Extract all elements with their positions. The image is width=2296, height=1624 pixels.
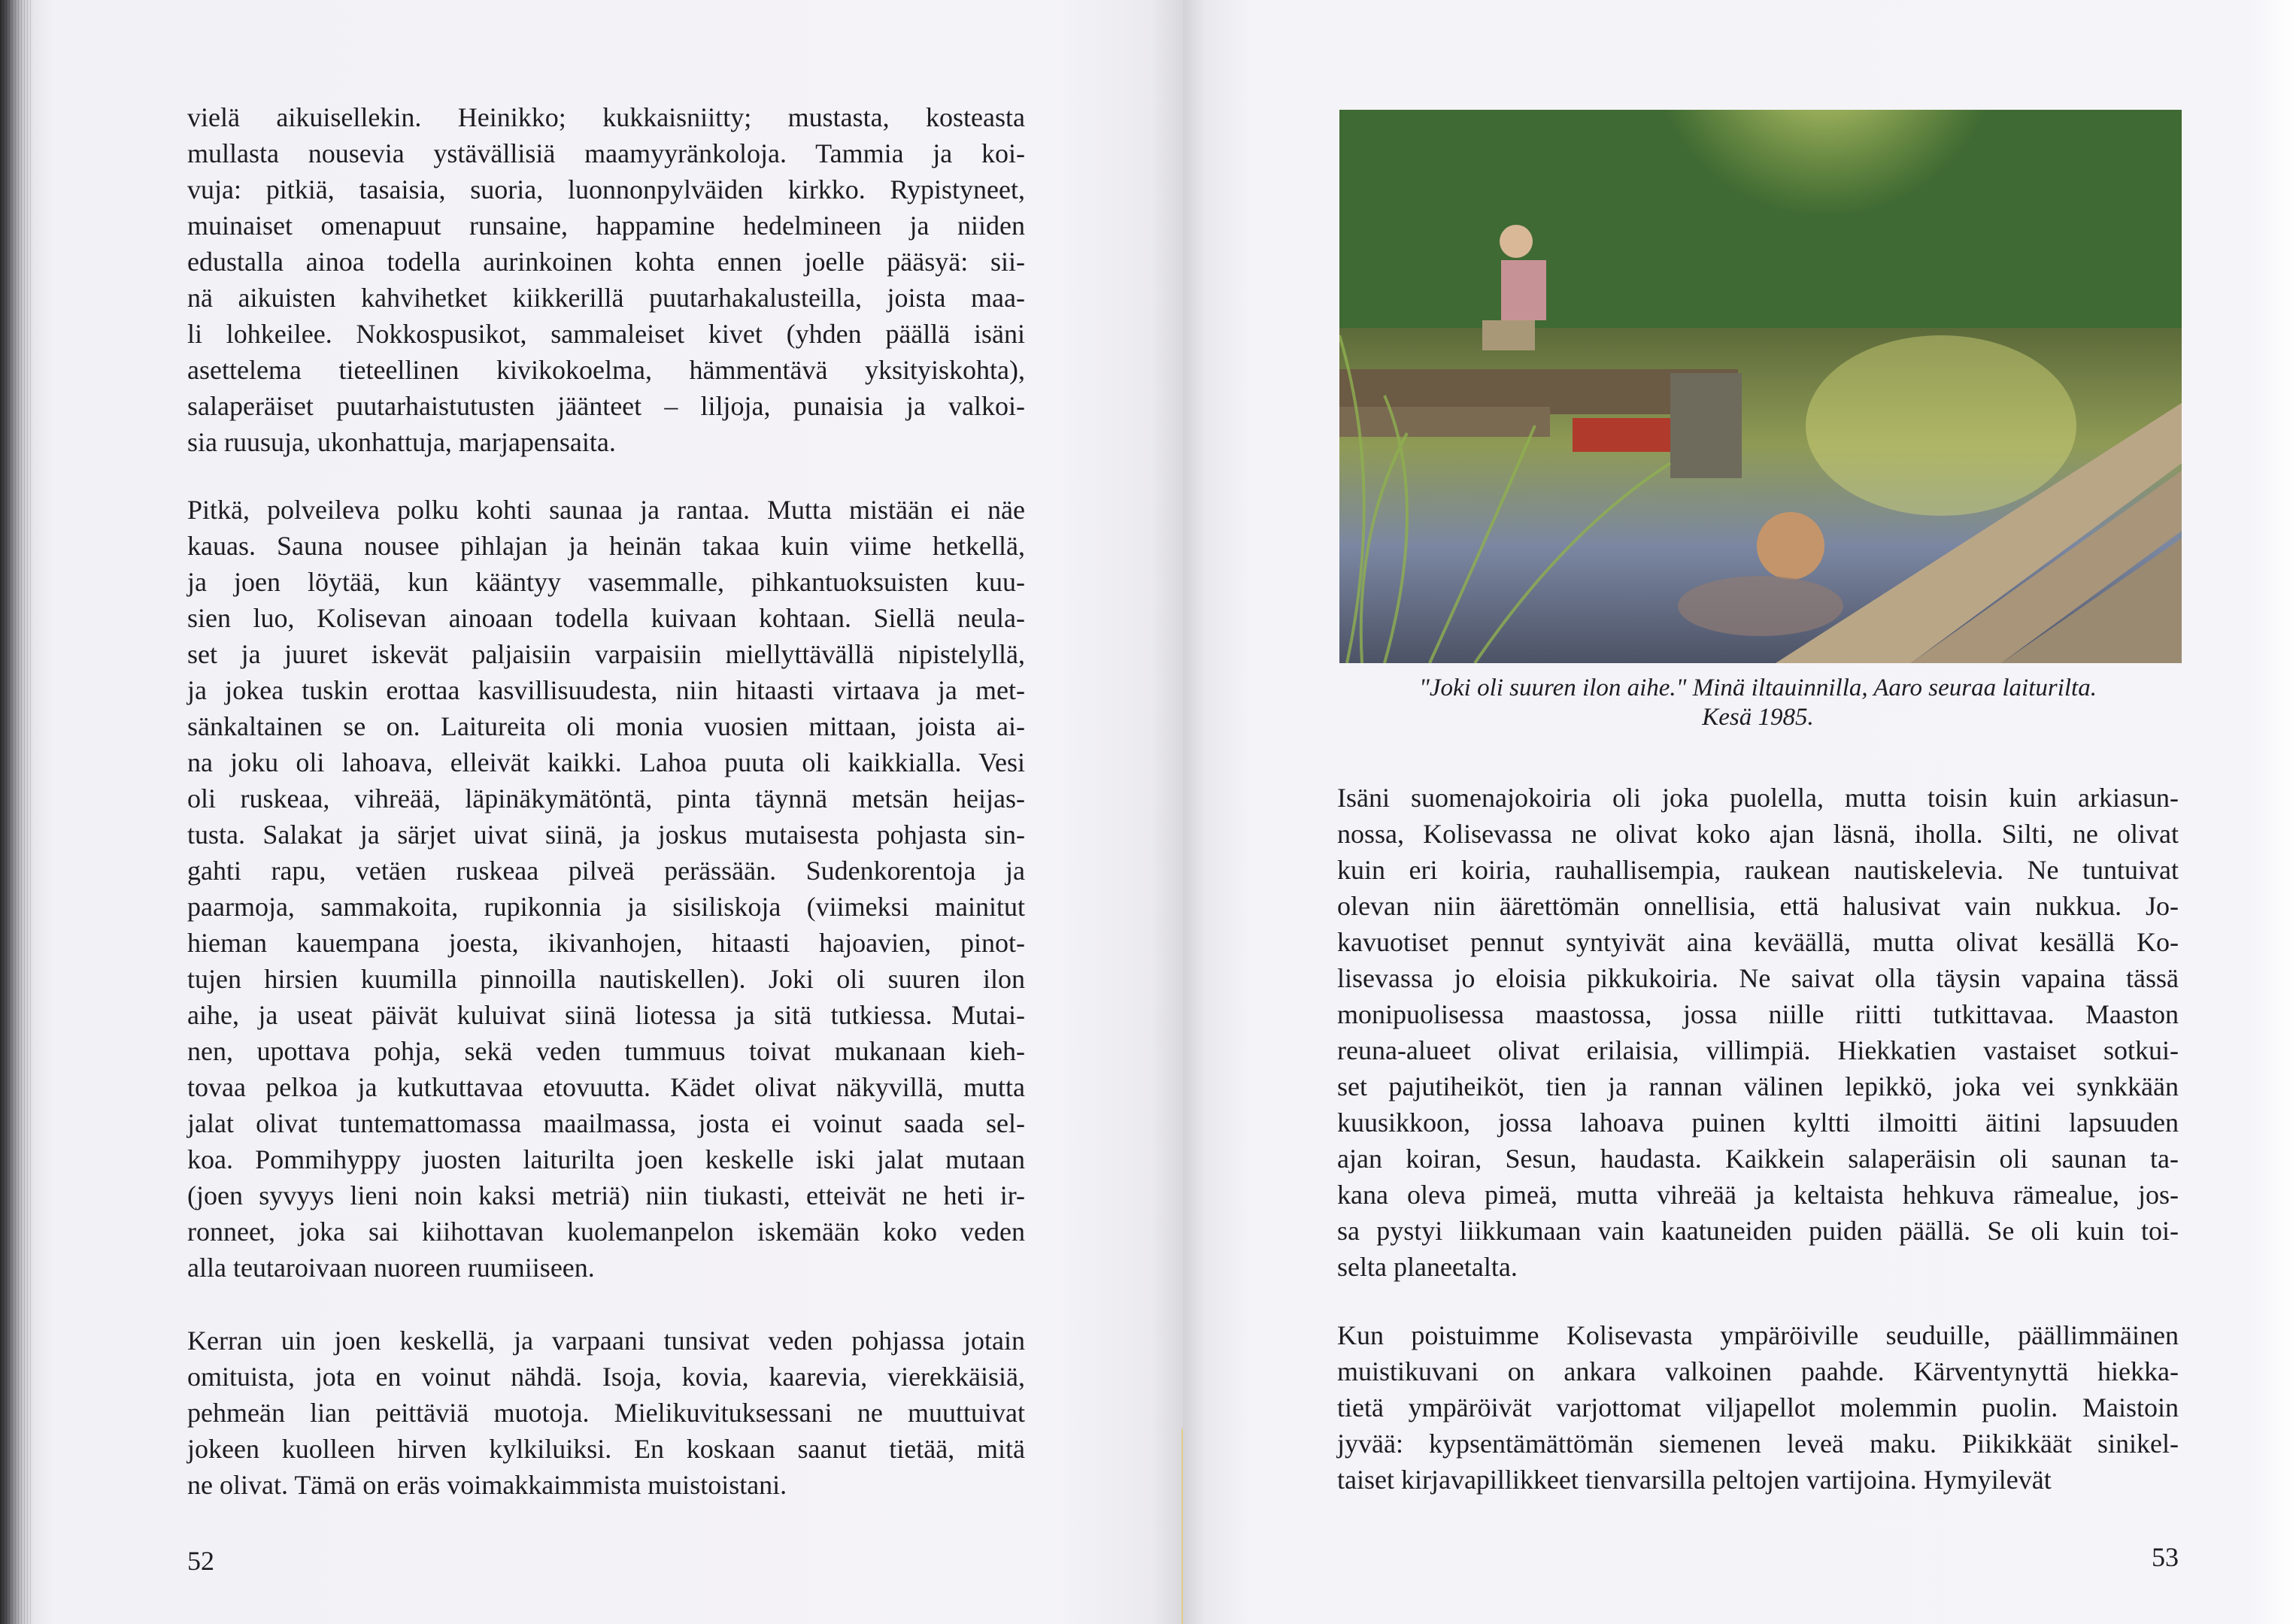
text-line: oli ruskeaa, vihreää, läpinäkymätöntä, pinta täynnä metsän heijas- [187, 783, 1025, 814]
text-line: (joen syvyys lieni noin kaksi metriä) niin tiukasti, etteivät ne heti ir- [187, 1180, 1025, 1210]
text-line: paarmoja, sammakoita, rupikonnia ja sisiliskoja (viimeksi mainitut [187, 892, 1025, 922]
text-line: gahti rapu, vetäen ruskeaa pilveä perässään. Sudenkorentoja ja [187, 856, 1025, 886]
page-stack-edge [0, 0, 33, 1624]
text-line: sien luo, Kolisevan ainoaan todella kuivaan kohtaan. Siellä neula- [187, 603, 1025, 633]
text-line: sänkaltainen se on. Laitureita oli monia vuosien mittaan, joista ai- [187, 711, 1025, 741]
text-line: ajan koiran, Sesun, haudasta. Kaikkein salaperäisin oli saunan ta- [1337, 1144, 2179, 1174]
caption-line: "Joki oli suuren ilon aihe." Minä iltauinnilla, Aaro seuraa laiturilta. [1419, 674, 2097, 701]
text-line: kana oleva pimeä, mutta vihreää ja keltaista hehkuva rämealue, jos- [1337, 1180, 2179, 1210]
photo-illustration [1339, 110, 2182, 663]
text-line: selta planeetalta. [1337, 1252, 1518, 1282]
text-line: kuin eri koiria, rauhallisempia, raukean nautiskelevia. Ne tuntuivat [1337, 855, 2179, 885]
photo-caption [1337, 674, 2179, 732]
text-line: ja jokea tuskin erottaa kasvillisuudesta, niin hitaasti virtaava ja met- [187, 675, 1025, 705]
text-line: vielä aikuisellekin. Heinikko; kukkaisniitty; mustasta, kosteasta [187, 102, 1025, 132]
text-line: edustalla ainoa todella aurinkoinen kohta ennen joelle pääsyä: sii- [187, 247, 1025, 277]
text-line: asettelema tieteellinen kivikokoelma, hämmentävä yksityiskohta), [187, 355, 1025, 385]
text-line: nen, upottava pohja, sekä veden tummuus toivat mukanaan kieh- [187, 1036, 1025, 1066]
text-line: hieman kauempana joesta, ikivanhojen, hitaasti hajoavien, pinot- [187, 928, 1025, 958]
text-line: ja joen löytää, kun kääntyy vasemmalle, pihkantuoksuisten kuu- [187, 567, 1025, 597]
text-line: kuusikkoon, jossa lahoava puinen kyltti ilmoitti äitini lapsuuden [1337, 1107, 2179, 1138]
text-line: alla teutaroivaan nuoreen ruumiiseen. [187, 1253, 595, 1283]
text-line: vuja: pitkiä, tasaisia, suoria, luonnonpylväiden kirkko. Rypistyneet, [187, 174, 1025, 205]
text-line: na joku oli lahoava, elleivät kaikki. Lahoa puuta oli kaikkialla. Vesi [187, 747, 1025, 777]
text-line: Isäni suomenajokoiria oli joka puolella, mutta toisin kuin arkiasun- [1337, 783, 2179, 813]
text-line: nossa, Kolisevassa ne olivat koko ajan läsnä, iholla. Silti, ne olivat [1337, 819, 2179, 849]
text-line: sa pystyi liikkumaan vain kaatuneiden puiden päällä. Se oli kuin toi- [1337, 1216, 2179, 1246]
text-line: Kun poistuimme Kolisevasta ympäröiville seuduille, päällimmäinen [1337, 1320, 2179, 1350]
text-line: sia ruusuja, ukonhattuja, marjapensaita. [187, 427, 616, 457]
text-line: pehmeän lian peittäviä muotoja. Mielikuvituksessani ne muuttuivat [187, 1398, 1025, 1428]
text-line: jalat olivat tuntemattomassa maailmassa, josta ei voinut saada sel- [187, 1108, 1025, 1138]
text-line: set pajutiheiköt, tien ja rannan välinen lepikkö, joka vei synkkään [1337, 1071, 2179, 1101]
paragraph [187, 1323, 1025, 1503]
text-line: kavuotiset pennut syntyivät aina keväällä, mutta olivat kesällä Ko- [1337, 927, 2179, 957]
text-line: muinaiset omenapuut runsaine, happamine hedelmineen ja niiden [187, 211, 1025, 241]
text-line: reuna-alueet olivat erilaisia, villimpiä. Hiekkatien vastaiset sotkui- [1337, 1035, 2179, 1065]
text-line: tujen hirsien kuumilla pinnoilla nautiskellen). Joki oli suuren ilon [187, 964, 1025, 994]
text-line: tietä ympäröivät varjottomat viljapellot molemmin puolin. Maistoin [1337, 1392, 2179, 1423]
photo-boys-swimming-in-river [1339, 110, 2182, 663]
text-line: li lohkeilee. Nokkospusikot, sammaleiset kivet (yhden päällä isäni [187, 319, 1025, 349]
gutter-thread [1181, 1429, 1183, 1624]
page-number: 53 [2152, 1542, 2179, 1572]
text-line: taiset kirjavapillikkeet tienvarsilla peltojen vartijoina. Hymyilevät [1337, 1465, 2052, 1495]
paragraph [1337, 780, 2179, 1285]
text-line: nä aikuisten kahvihetket kiikkerillä puutarhakalusteilla, joista maa- [187, 283, 1025, 313]
text-line: koa. Pommihyppy juosten laiturilta joen keskelle iski jalat mutaan [187, 1144, 1025, 1174]
text-line: jyvää: kypsentämättömän siemenen leveä maku. Piikikkäät sinikel- [1337, 1429, 2179, 1459]
text-line: lisevassa jo eloisia pikkukoiria. Ne saivat olla täysin vapaina tässä [1337, 963, 2179, 993]
text-line: muistikuvani on ankara valkoinen paahde. Kärventynyttä hiekka- [1337, 1356, 2179, 1386]
text-line: omituista, jota en voinut nähdä. Isoja, kovia, kaarevia, vierekkäisiä, [187, 1362, 1025, 1392]
text-line: jokeen kuolleen hirven kylkiluiksi. En koskaan saanut tietää, mitä [187, 1434, 1025, 1464]
text-line: Pitkä, polveileva polku kohti saunaa ja rantaa. Mutta mistään ei näe [187, 495, 1025, 525]
page-number: 52 [187, 1546, 214, 1576]
text-line: Kerran uin joen keskellä, ja varpaani tunsivat veden pohjassa jotain [187, 1326, 1025, 1356]
text-line: mullasta nousevia ystävällisiä maamyyränkoloja. Tammia ja koi- [187, 138, 1025, 168]
paragraph [187, 492, 1025, 1286]
text-line: olevan niin äärettömän onnellisia, että halusivat vain nukkua. Jo- [1337, 891, 2179, 921]
paragraph [1337, 1317, 2179, 1498]
text-line: set ja juuret iskevät paljaisiin varpaisiin miellyttävällä nipistelyllä, [187, 639, 1025, 669]
text-line: ronneet, joka sai kiihottavan kuolemanpelon iskemään koko veden [187, 1216, 1025, 1247]
paragraph [187, 99, 1025, 460]
text-line: aihe, ja useat päivät kuluivat siinä liotessa ja sitä tutkiessa. Mutai- [187, 1000, 1025, 1030]
text-line: ne olivat. Tämä on eräs voimakkaimmista muistoistani. [187, 1470, 787, 1500]
text-line: tusta. Salakat ja särjet uivat siinä, ja joskus mutaisesta pohjasta sin- [187, 820, 1025, 850]
text-line: monipuolisessa maastossa, jossa niille riitti tutkittavaa. Maaston [1337, 999, 2179, 1029]
text-line: tovaa pelkoa ja kutkuttavaa etovuutta. Kädet olivat näkyvillä, mutta [187, 1072, 1025, 1102]
caption-line: Kesä 1985. [1702, 704, 1814, 731]
text-line: kauas. Sauna nousee pihlajan ja heinän takaa kuin viime hetkellä, [187, 531, 1025, 561]
text-line: salaperäiset puutarhaistutusten jäänteet – liljoja, punaisia ja valkoi- [187, 391, 1025, 421]
